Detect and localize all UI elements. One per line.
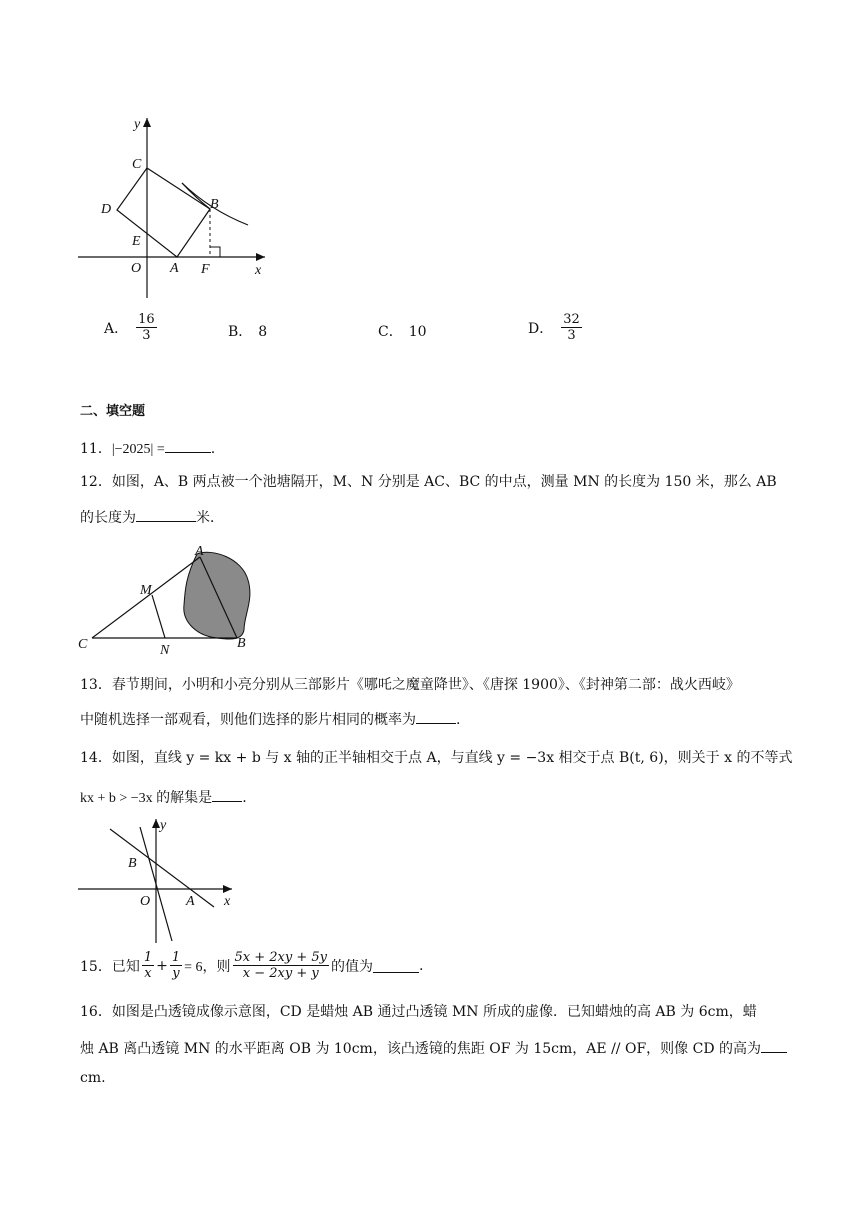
label-y: y [134, 117, 141, 132]
section-title: 二、填空题 [80, 404, 146, 419]
q14-figure [72, 815, 242, 945]
answer-blank[interactable] [416, 709, 456, 724]
label-b: B [128, 856, 137, 871]
label-y: y [160, 818, 167, 833]
question-13-line2: 中随机选择一部观看，则他们选择的影片相同的概率为 . [80, 709, 460, 730]
answer-blank[interactable] [165, 438, 211, 453]
q10-figure [70, 110, 280, 300]
option-d-label: D． [528, 320, 554, 337]
label-m: M [140, 583, 152, 598]
label-o: O [140, 894, 151, 909]
label-b: B [237, 636, 246, 651]
fraction-1-over-y: $\frac{1}{y}$ [171, 950, 181, 981]
label-a: A [170, 261, 179, 276]
question-13-line1: 13．春节期间，小明和小亮分别从三部影片《哪吒之魔童降世》、《唐探 1900》、《封神第二部：战火西岐》 [80, 677, 740, 693]
answer-blank[interactable] [761, 1038, 787, 1053]
label-c: C [78, 637, 88, 652]
question-14-line2: kx + b > −3x 的解集是 . [80, 787, 247, 809]
fraction-1-over-x: $\frac{1}{x}$ [143, 950, 153, 981]
q10-option-a [104, 312, 159, 343]
question-16-line2: 烛 AB 离凸透镜 MN 的水平距离 OB 为 10cm，该凸透镜的焦距 OF 为 15cm，AE // OF，则像 CD 的高为 [80, 1038, 787, 1059]
fraction-expression: $\frac{5x + 2xy + 5y}{x - 2xy + y}$ [234, 950, 328, 981]
question-16-line1: 16．如图是凸透镜成像示意图，CD 是蜡烛 AB 通过凸透镜 MN 所成的虚像．已知蜡烛的高 AB 为 6cm，蜡 [80, 1004, 757, 1020]
q10-option-c: C． 10 [378, 324, 427, 340]
option-d-fraction: $\frac{32}{3}$ [563, 312, 580, 343]
label-x: x [224, 894, 231, 909]
label-n: N [160, 643, 170, 658]
option-a-fraction: $\frac{16}{3}$ [138, 312, 155, 343]
q10-option-d [528, 312, 584, 343]
label-f: F [201, 262, 210, 277]
option-a-label: A． [104, 320, 129, 337]
label-b: B [210, 197, 219, 212]
label-x: x [255, 263, 262, 278]
q10-option-b: B． 8 [228, 324, 268, 340]
label-d: D [101, 202, 112, 217]
label-e: E [132, 234, 141, 249]
label-o: O [131, 261, 142, 276]
answer-blank[interactable] [373, 958, 419, 973]
question-14-line1: 14．如图，直线 y = kx + b 与 x 轴的正半轴相交于点 A，与直线 y = −3x 相交于点 B(t, 6)，则关于 x 的不等式 [80, 750, 793, 766]
question-12-line1: 12．如图，A、B 两点被一个池塘隔开，M、N 分别是 AC、BC 的中点，测量 MN 的长度为 150 米，那么 AB [80, 474, 777, 490]
q12-figure [72, 540, 262, 658]
answer-blank[interactable] [212, 787, 242, 802]
pond-shape [184, 552, 250, 639]
answer-blank[interactable] [136, 507, 196, 522]
label-a: A [195, 544, 204, 559]
label-a: A [186, 894, 195, 909]
question-16-line3: cm. [80, 1070, 106, 1086]
question-12-line2: 的长度为 米． [80, 507, 224, 528]
label-c: C [132, 157, 142, 172]
question-15: 15．已知 $\frac{1}{x}$ + $\frac{1}{y}$ = 6，则 $\frac{5x + 2xy + 5y}{x - 2xy + y}$ 的值为 . [80, 950, 424, 981]
question-11: 11．|−2025| = . [80, 438, 215, 460]
quadrilateral-abcd [117, 168, 210, 257]
right-angle-mark [210, 247, 220, 257]
line-kx-b [110, 829, 214, 907]
